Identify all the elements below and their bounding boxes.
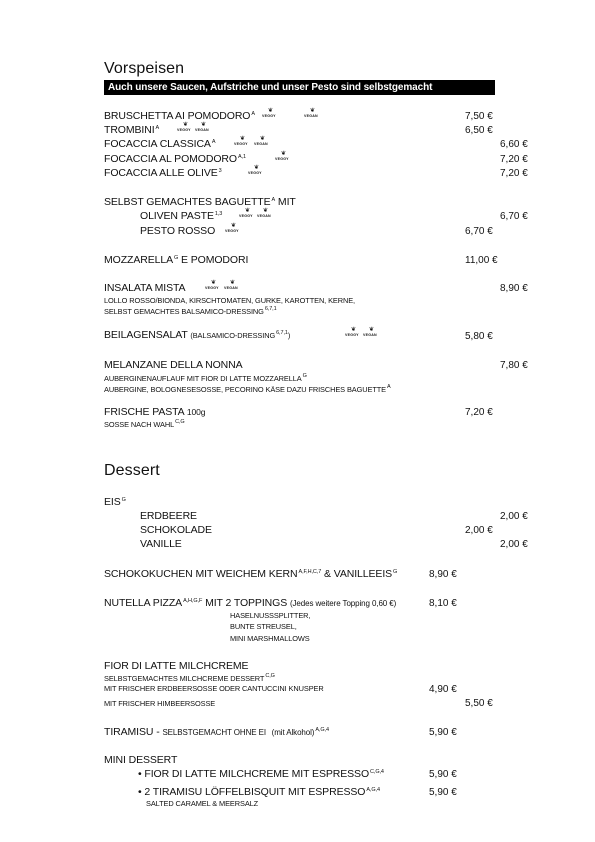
menu-item: BRUSCHETTA AI $POMODORO^A$ xyxy=(104,110,255,122)
menu-item: $TROMBINI^A$ xyxy=(104,124,160,136)
menu-subitem: SCHOKOLADE xyxy=(140,524,212,536)
item-description: AUBERGINENAUFLAUF MIT FIOR DI LATTE $MOZZARELLA^G$ xyxy=(104,373,307,383)
menu-item: $MOZZARELLA^G$ E POMODORI xyxy=(104,254,249,266)
menu-item: $EIS^G$ xyxy=(104,496,126,508)
menu-subitem: • 2 TIRAMISU LÖFFELBISQUIT MIT $ESPRESSO^{A,G,4}$ xyxy=(138,786,380,798)
price: 5,80 € xyxy=(465,331,493,342)
vegan-icon: ❦ VEGAN xyxy=(257,208,271,218)
veggy-icon: ❦ VEGGY xyxy=(345,327,359,337)
item-description: SELBSTGEMACHTES MILCHCREME $DESSERT^{C,G}$ xyxy=(104,673,275,683)
vegan-icon: ❦ VEGAN xyxy=(224,280,238,290)
veggy-icon: ❦ VEGGY xyxy=(239,208,253,218)
price: 4,90 € xyxy=(429,684,457,695)
price: 2,00 € xyxy=(465,525,493,536)
price: 2,00 € xyxy=(500,539,528,550)
vegan-icon: ❦ VEGAN xyxy=(363,327,377,337)
menu-subitem: PESTO ROSSO xyxy=(140,225,216,237)
menu-item: FIOR DI LATTE MILCHCREME xyxy=(104,660,249,672)
item-description: MIT FRISCHER HIMBEERSOSSE xyxy=(104,699,216,708)
price: 11,00 € xyxy=(465,255,498,266)
price: 7,20 € xyxy=(500,154,528,165)
veggy-icon: ❦ VEGGY xyxy=(177,122,191,132)
price: 7,80 € xyxy=(500,360,528,371)
topping: MINI MARSHMALLOWS xyxy=(230,634,310,643)
menu-subitem: ERDBEERE xyxy=(140,510,197,522)
price: 6,70 € xyxy=(465,226,493,237)
item-description: SALTED CARAMEL & MEERSALZ xyxy=(146,799,259,808)
price: 8,90 € xyxy=(429,569,457,580)
veggy-icon: ❦ VEGGY xyxy=(234,136,248,146)
item-description: LOLLO ROSSO/BIONDA, KIRSCHTOMATEN, GURKE, KAROTTEN, KERNE, xyxy=(104,296,356,305)
price: 5,90 € xyxy=(429,727,457,738)
vegan-icon: ❦ VEGAN xyxy=(254,136,268,146)
menu-subitem: • FIOR DI LATTE MILCHCREME MIT $ESPRESSO^{C,G,4}$ xyxy=(138,768,384,780)
menu-item: FOCACCIA $CLASSICA^A$ xyxy=(104,138,216,150)
vegan-icon: ❦ VEGAN xyxy=(195,122,209,132)
menu-item: FRISCHE PASTA 100g xyxy=(104,406,206,418)
vegan-icon: ❦ VEGAN xyxy=(304,108,318,118)
item-description: SOSSE NACH $WAHL^{C,G}$ xyxy=(104,419,185,429)
veggy-icon: ❦ VEGGY xyxy=(275,151,289,161)
price: 7,20 € xyxy=(500,168,528,179)
veggy-icon: ❦ VEGGY xyxy=(225,223,239,233)
veggy-icon: ❦ VEGGY xyxy=(262,108,276,118)
menu-item: NUTELLA $PIZZA^{A,H,G,F}$ MIT 2 TOPPINGS (Jedes weitere Topping 0,60 €) xyxy=(104,597,397,609)
menu-item: FOCACCIA ALLE OLIVE$^3$ xyxy=(104,167,222,179)
price: 7,20 € xyxy=(465,407,493,418)
menu-item: BEILAGENSALAT (BALSAMICO-DRESSING$^{6,7,1}$) xyxy=(104,329,291,341)
price: 6,50 € xyxy=(465,125,493,136)
menu-item: SCHOKOKUCHEN MIT WEICHEM $KERN^{A,F,H,C,7}$ & $VANILLEEIS^G$ xyxy=(104,568,398,580)
price: 2,00 € xyxy=(500,511,528,522)
menu-item: MINI DESSERT xyxy=(104,754,178,766)
menu-item: INSALATA MISTA xyxy=(104,282,186,294)
price: 5,50 € xyxy=(465,698,493,709)
price: 6,60 € xyxy=(500,139,528,150)
item-description: AUBERGINE, BOLOGNESESOSSE, PECORINO KÄSE DAZU FRISCHES $BAGUETTE^A$ xyxy=(104,384,391,394)
section-title-vorspeisen: Vorspeisen xyxy=(104,60,185,77)
menu-item: SELBST GEMACHTES $BAGUETTE^A$ MIT xyxy=(104,196,296,208)
info-banner: Auch unsere Saucen, Aufstriche und unser Pesto sind selbstgemacht xyxy=(104,80,495,95)
menu-item: MELANZANE DELLA NONNA xyxy=(104,359,243,371)
veggy-icon: ❦ VEGGY xyxy=(248,165,262,175)
veggy-icon: ❦ VEGGY xyxy=(205,280,219,290)
price: 8,10 € xyxy=(429,598,457,609)
item-description: MIT FRISCHER ERDBEERSOSSE ODER CANTUCCINI KNUSPER xyxy=(104,684,324,693)
menu-subitem: OLIVEN PASTE$^{1,3}$ xyxy=(140,210,223,222)
price: 7,50 € xyxy=(465,111,493,122)
menu-item: TIRAMISU - SELBSTGEMACHT OHNE EI (mit Alkohol)$^{A,G,4}$ xyxy=(104,726,329,738)
section-title-dessert: Dessert xyxy=(104,462,160,479)
item-description: SELBST GEMACHTES BALSAMICO-DRESSING$^{6,7,1}$ xyxy=(104,306,277,316)
topping: BUNTE STREUSEL, xyxy=(230,622,297,631)
price: 8,90 € xyxy=(500,283,528,294)
price: 5,90 € xyxy=(429,787,457,798)
price: 5,90 € xyxy=(429,769,457,780)
topping: HASELNUSSSPLITTER, xyxy=(230,611,311,620)
price: 6,70 € xyxy=(500,211,528,222)
menu-subitem: VANILLE xyxy=(140,538,182,550)
menu-item: FOCACCIA AL $POMODORO^{A,1}$ xyxy=(104,153,246,165)
